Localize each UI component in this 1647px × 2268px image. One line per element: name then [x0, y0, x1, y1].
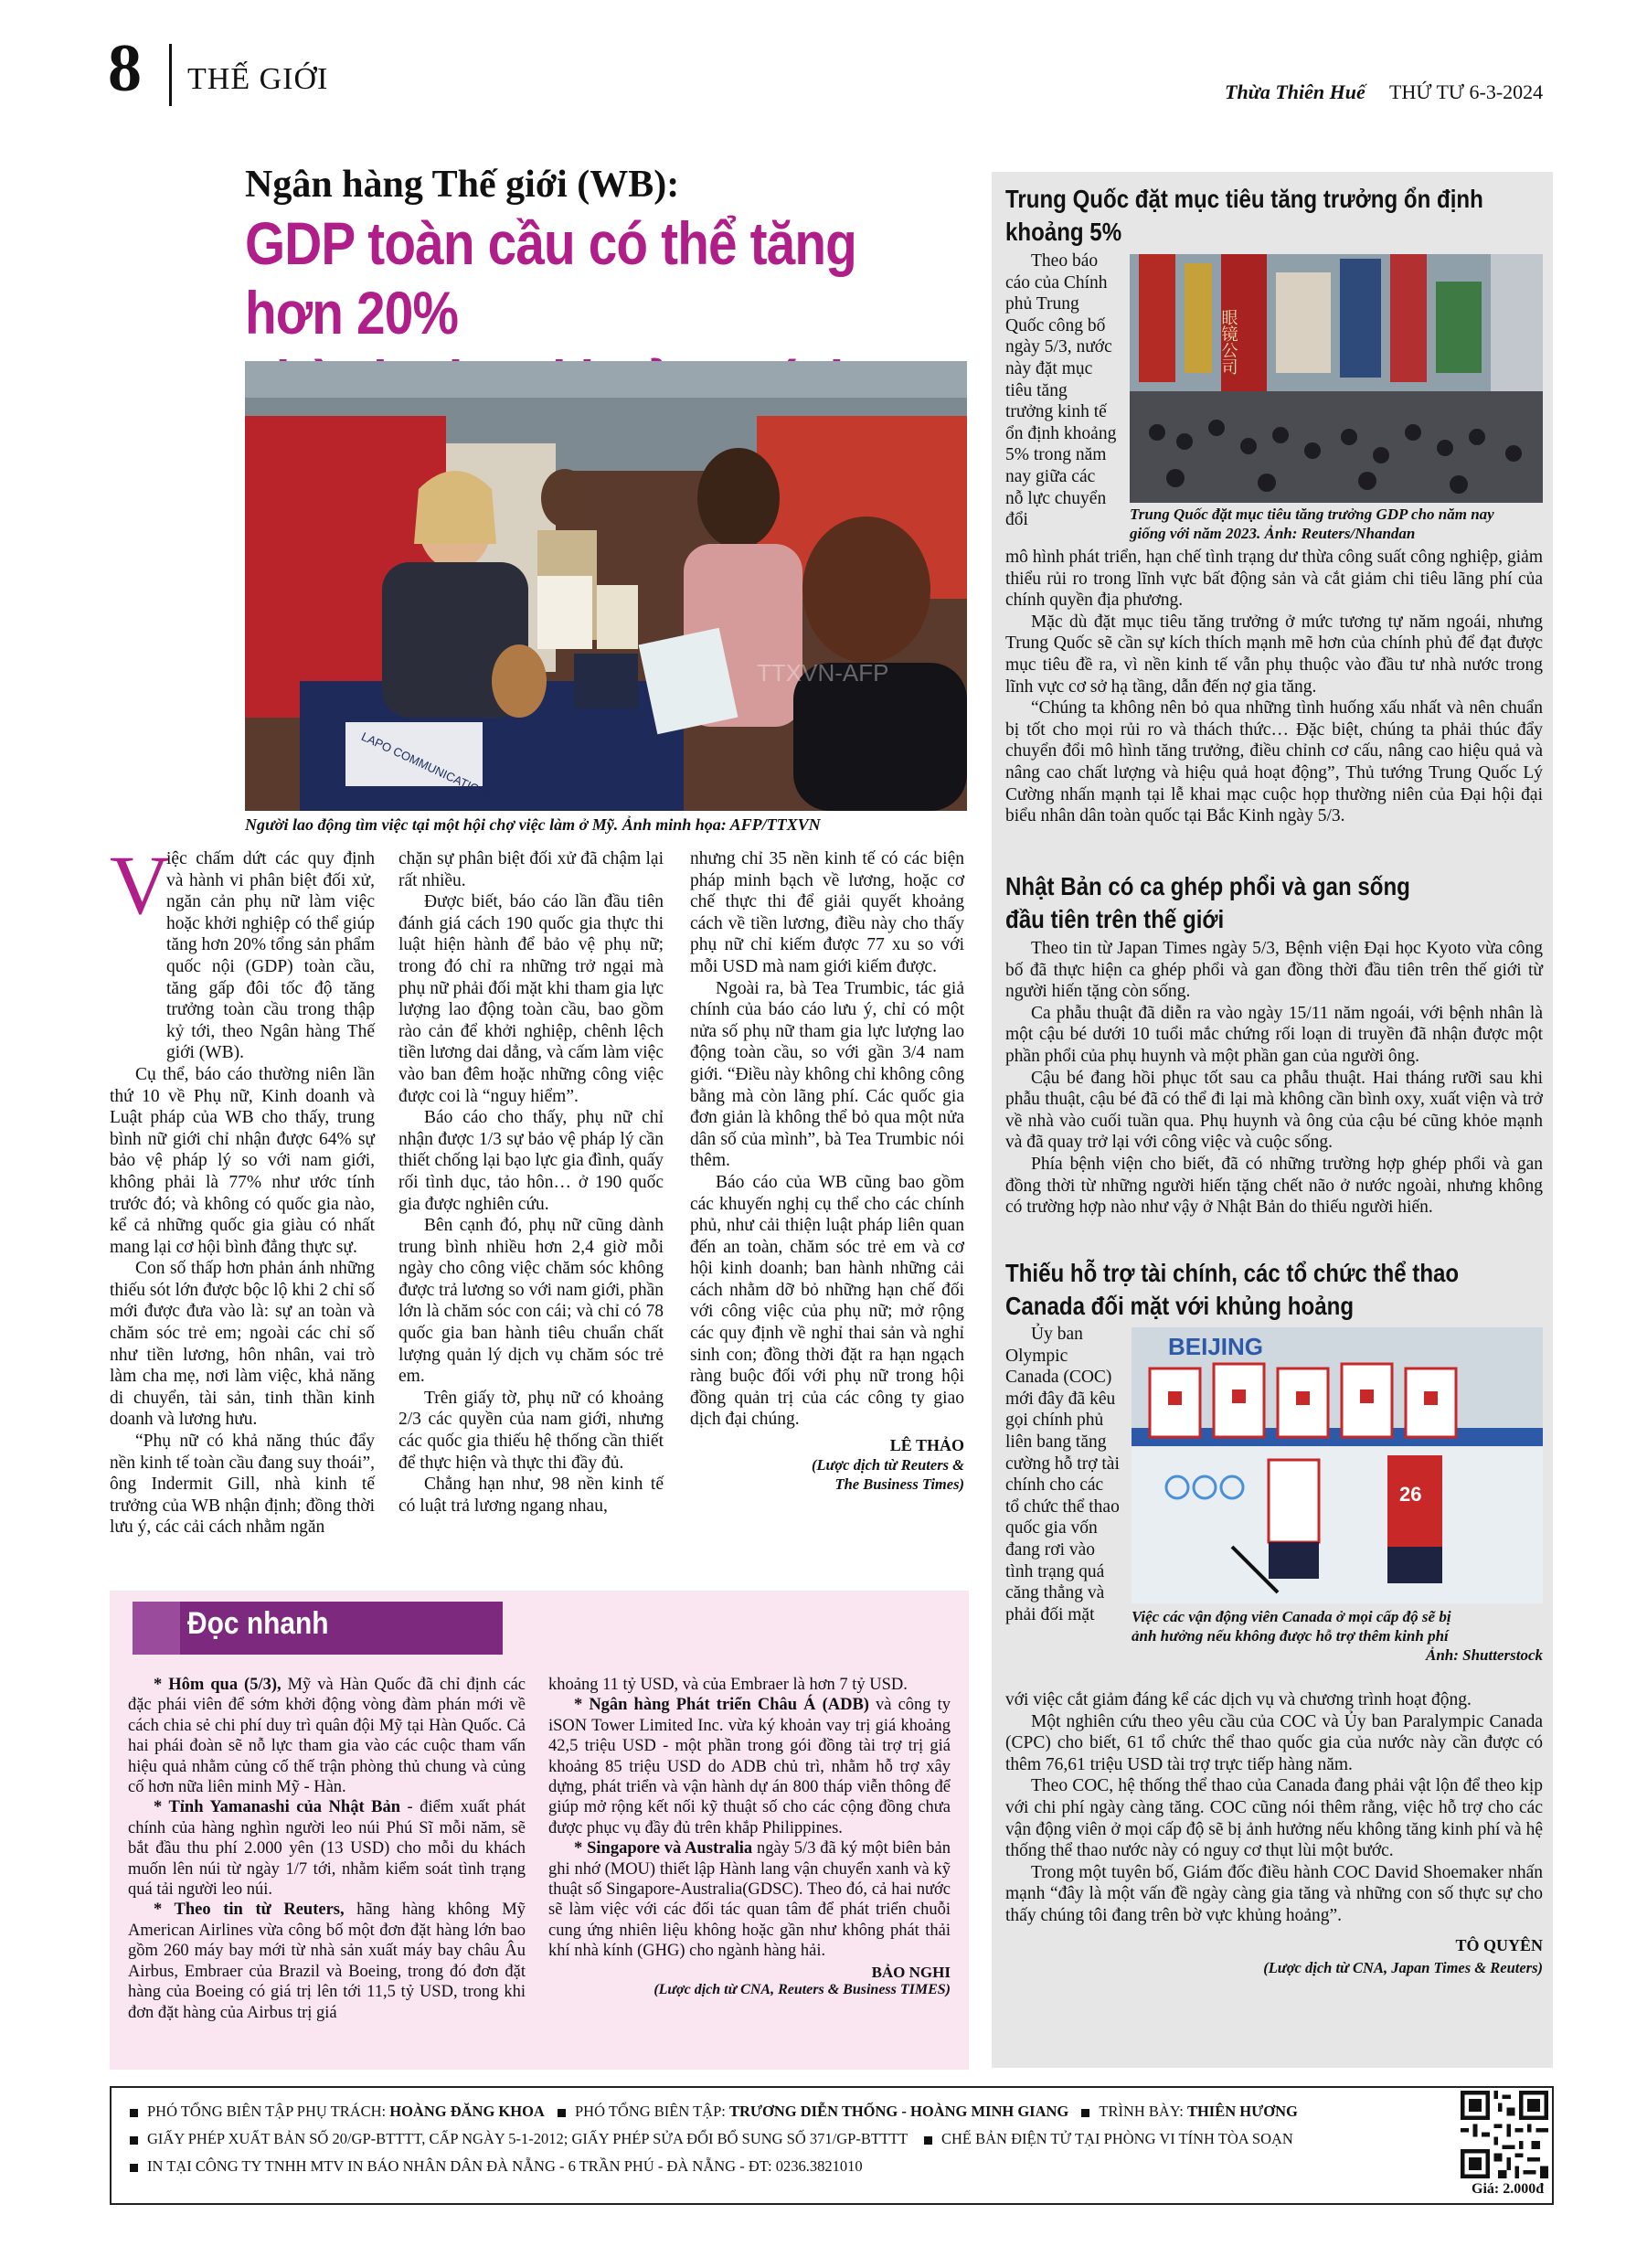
footer-staff-line	[130, 2103, 1298, 2121]
caption-line: giống với năm 2023. Ảnh: Reuters/Nhandan	[1130, 525, 1416, 542]
footer-value: HOÀNG ĐĂNG KHOA	[389, 2103, 545, 2120]
bullet-square-icon	[558, 2109, 566, 2117]
story-author: TÔ QUYÊN	[1455, 1935, 1543, 1954]
paragraph: Ủy ban Olympic Canada (COC) mới đây đã kêu gọi chính phủ liên bang tăng cường hỗ trợ tài chính cho các tổ chức thể thao quốc gia vốn đang rơi vào tình trạng quá căng thẳng và phải đối mặt	[1005, 1325, 1120, 1624]
photo-sign: LAPO COMMUNICATIONS	[359, 729, 497, 804]
canada-story-body	[1005, 1689, 1543, 1977]
caption-line: Trung Quốc đặt mục tiêu tăng trưởng GDP cho năm nay	[1130, 506, 1494, 523]
item-lead: * Singapore và Australia	[574, 1839, 753, 1858]
photo-sign: BEIJING	[1168, 1333, 1264, 1360]
news-item	[128, 1675, 526, 1797]
item-text: và công ty iSON Tower Limited Inc. vừa ký khoản vay trị giá khoảng 42,5 triệu USD - một phần trong gói đồng tài trợ trị giá khoảng 85 triệu USD do ADB chủ trì, nhằm hỗ trợ xây dựng, phát triển và vận hành dự án 800 tháp viễn thông để giúp mở rộng kết nối kỹ thuật số cho các cộng đồng chưa được phục vụ đầy đủ trên khắp Philippines.	[548, 1696, 951, 1837]
item-lead: * Theo tin từ Reuters,	[154, 1901, 345, 1920]
paragraph: Phía bệnh viện cho biết, đã có những trường hợp ghép phổi và gan đồng thời từ những người hiến tặng chết não ở nước ngoài, nhưng không có trường hợp nào như vậy ở Nhật Bản do thiếu người hiến.	[1005, 1154, 1543, 1218]
paragraph: Ca phẫu thuật đã diễn ra vào ngày 15/11 năm ngoái, với bệnh nhân là một cậu bé dưới 10 tuổi mắc chứng rối loạn di truyền đã nhận được một phần phổi của phụ huynh và một phần gan của người ông.	[1005, 1003, 1543, 1066]
footer-label: PHÓ TỔNG BIÊN TẬP PHỤ TRÁCH:	[147, 2103, 390, 2120]
issue-date: THỨ TƯ 6-3-2024	[1389, 80, 1544, 103]
paragraph: Báo cáo cho thấy, phụ nữ chỉ nhận được 1/3 sự bảo vệ pháp lý cần thiết chống lại bạo lực gia đình, quấy rối tình dục, tảo hôn… ở 190 quốc gia được nghiên cứu.	[398, 1108, 664, 1214]
paragraph: “Chúng ta không nên bỏ qua những tình huống xấu nhất và nên chuẩn bị tốt cho mọi rủi ro và thách thức… Đặc biệt, chúng ta phải thúc đẩy chuyển đổi mô hình tăng trưởng, điều chỉnh cơ cấu, nâng cao hiệu quả và nâng cao chất lượng và hiệu quả hoạt động”, Thủ tướng Trung Quốc Lý Cường nhấn mạnh tại lễ khai mạc cuộc họp thường niên của Đại hội đại biểu nhân dân toàn quốc tại Bắc Kinh ngày 5/3.	[1005, 698, 1543, 826]
photo-caption: Người lao động tìm việc tại một hội chợ việc làm ở Mỹ. Ảnh minh họa: AFP/TTXVN	[245, 815, 821, 834]
paragraph: Cậu bé đang hồi phục tốt sau ca phẫu thuật. Hai tháng rưỡi sau khi phẫu thuật, cậu bé đã có thể đi lại mà không cần bình oxy, xuất viện và trở về nhà vào cuối tuần qua. Phụ huynh và ông của cậu bé cũng khỏe mạnh và đã quay trở lại với công việc và cuộc sống.	[1005, 1068, 1543, 1153]
item-lead: * Hôm qua (5/3),	[154, 1676, 282, 1694]
footer-label: TRÌNH BÀY:	[1099, 2103, 1187, 2120]
photo-credit: Ảnh: Shutterstock	[1425, 1646, 1543, 1664]
china-story-intro	[1005, 250, 1117, 531]
footer-license-line	[130, 2130, 1293, 2148]
item-text: - điểm xuất phát chính của hàng nghìn người leo núi Phú Sĩ mỗi năm, sẽ bắt đầu thu phí 2.000 yên (13 USD) cho mỗi du khách muốn lên núi từ ngày 1/7 tới, nhằm kiểm soát tình trạng quá tải người leo núi.	[128, 1798, 526, 1900]
quick-read-tab-accent	[133, 1602, 180, 1655]
article-source: (Lược dịch từ Reuters &	[811, 1456, 964, 1475]
footer-text: IN TẠI CÔNG TY TNHH MTV IN BÁO NHÂN DÂN ĐÀ NẴNG - 6 TRẦN PHÚ - ĐÀ NẴNG - ĐT: 0236.3821010	[147, 2157, 863, 2175]
paragraph: Theo COC, hệ thống thể thao của Canada đang phải vật lộn để theo kịp với chi phí ngày càng tăng. COC cũng nói thêm rằng, việc hỗ trợ cho các vận động viên ở mọi cấp độ sẽ bị ảnh hưởng nếu không tăng kinh phí và hệ thống thể thao nước này có nguy cơ thụt lùi một bước.	[1005, 1776, 1543, 1861]
article-column-3	[690, 848, 964, 1494]
price-label: Giá: 2.000đ	[1472, 2181, 1545, 2197]
title-line: Thiếu hỗ trợ tài chính, các tổ chức thể thao	[1005, 1259, 1460, 1287]
paragraph: Con số thấp hơn phản ánh những thiếu sót lớn được bộc lộ khi 2 chỉ số mới được đưa vào là: sự an toàn và chăm sóc trẻ em; ngoài các chỉ số như tiền lương, hôn nhân, vai trò làm cha mẹ, nơi làm việc, khả năng di chuyển, tài sản, tinh thần kinh doanh và lương hưu.	[110, 1259, 375, 1430]
china-street-photo	[1130, 254, 1543, 503]
quick-read-column-2	[548, 1675, 951, 1998]
footer-text: GIẤY PHÉP XUẤT BẢN SỐ 20/GP-BTTTT, CẤP NGÀY 5-1-2012; GIẤY PHÉP SỬA ĐỔI BỔ SUNG SỐ 371/GP-BTTTT	[147, 2130, 908, 2147]
paragraph: Trong một tuyên bố, Giám đốc điều hành COC David Shoemaker nhấn mạnh “đây là một vấn đề ngày càng gia tăng và những con số thực sự cho thấy chúng tôi đang trên bờ vực khủng hoảng”.	[1005, 1862, 1543, 1925]
article-column-2	[398, 848, 664, 1517]
headline-line: GDP toàn cầu có thể tăng hơn 20%	[245, 209, 856, 346]
china-photo-caption	[1130, 505, 1550, 543]
article-column-1	[110, 848, 375, 1539]
newspaper-name: Thừa Thiên Huế	[1225, 80, 1365, 103]
news-item	[128, 1900, 526, 2022]
footer-text: CHẾ BẢN ĐIỆN TỬ TẠI PHÒNG VI TÍNH TÒA SOẠN	[941, 2130, 1293, 2147]
paragraph: chặn sự phân biệt đối xử đã chậm lại rất nhiều.	[398, 849, 664, 890]
story-source: (Lược dịch từ CNA, Japan Times & Reuters)	[1263, 1958, 1543, 1976]
job-fair-photo	[245, 361, 967, 811]
paragraph: Cụ thể, báo cáo thường niên lần thứ 10 về Phụ nữ, Kinh doanh và Luật pháp của WB cho thấy, trung bình nữ giới chỉ nhận được 64% sự bảo vệ pháp lý so với nam giới, không phải là 77% như ước tính trước đó; và không có quốc gia nào, kể cả những quốc gia giàu có nhất mang lại cơ hội bình đẳng thực sự.	[110, 1064, 375, 1257]
canada-story-intro	[1005, 1324, 1120, 1625]
paragraph: Bên cạnh đó, phụ nữ cũng dành trung bình nhiều hơn 2,4 giờ mỗi ngày cho công việc chăm sóc không được trả lương so với nam giới, phần lớn là chăm sóc con cái; và chỉ có 78 quốc gia ban hành tiêu chuẩn chất lượng quản lý dịch vụ chăm sóc trẻ em.	[398, 1216, 664, 1387]
paragraph: “Phụ nữ có khả năng thúc đẩy nền kinh tế toàn cầu đang suy thoái”, ông Indermit Gill, nhà kinh tế trưởng của WB nhận định; đồng thời lưu ý, các cải cách nhằm ngăn	[110, 1432, 375, 1538]
bullet-square-icon	[924, 2136, 932, 2145]
paragraph: Được biết, báo cáo lần đầu tiên đánh giá cách 190 quốc gia thực thi luật hiện hành để bảo vệ phụ nữ; trong đó chỉ ra những trở ngại mà phụ nữ phải đối mặt khi tham gia lực lượng lao động toàn cầu, bao gồm rào cản để khởi nghiệp, chênh lệch tiền lương dai dẳng, và cấm làm việc vào ban đêm hoặc những công việc được coi là “nguy hiểm”.	[398, 892, 664, 1106]
paragraph: Mặc dù đặt mục tiêu tăng trưởng ở mức tương tự năm ngoái, nhưng Trung Quốc sẽ cần sự kích thích mạnh mẽ hơn của chính phủ để đạt được mục tiêu đề ra, vì nền kinh tế vẫn phụ thuộc vào đầu tư nhà nước trong lĩnh vực cơ sở hạ tầng, dẫn đến nợ gia tăng.	[1005, 612, 1543, 697]
paragraph: Theo báo cáo của Chính phủ Trung Quốc công bố ngày 5/3, nước này đặt mục tiêu tăng trưởng kinh tế ổn định khoảng 5% trong năm nay giữa các nỗ lực chuyển đổi	[1005, 251, 1117, 530]
paragraph: Theo tin từ Japan Times ngày 5/3, Bệnh viện Đại học Kyoto vừa công bố đã thực hiện ca ghép phổi và gan đồng thời đầu tiên trên thế giới từ người hiến tặng còn sống.	[1005, 939, 1543, 1002]
title-line: Trung Quốc đặt mục tiêu tăng trưởng ổn định	[1005, 185, 1483, 213]
article-author: LÊ THẢO	[889, 1436, 964, 1455]
item-text: Mỹ và Hàn Quốc đã chỉ định các đặc phái viên để sớm khởi động vòng đàm phán mới về cách chia sẻ chi phí duy trì quân đội Mỹ tại Hàn Quốc. Cả hai phái đoàn sẽ nỗ lực tham gia vào các cuộc tham vấn hiệu quả nhằm củng cố thế trận phòng thủ chung và củng cố hơn nữa liên minh Mỹ - Hàn.	[128, 1676, 526, 1797]
news-item	[548, 1695, 951, 1838]
bullet-square-icon	[1081, 2109, 1089, 2117]
title-line: Canada đối mặt với khủng hoảng	[1005, 1292, 1355, 1320]
china-story-title	[1005, 183, 1483, 249]
paragraph: với việc cắt giảm đáng kể các dịch vụ và chương trình hoạt động.	[1005, 1690, 1472, 1709]
title-line: Nhật Bản có ca ghép phổi và gan sống	[1005, 872, 1410, 900]
canada-hockey-photo	[1132, 1327, 1543, 1603]
bullet-square-icon	[130, 2136, 138, 2145]
section-name: THẾ GIỚI	[187, 62, 329, 96]
paragraph: Một nghiên cứu theo yêu cầu của COC và Ủy ban Paralympic Canada (CPC) cho biết, 61 tổ chức thể thao quốc gia của nước này cần được có thêm 76,61 triệu USD tài trợ trực tiếp hàng năm.	[1005, 1711, 1543, 1774]
bullet-square-icon	[130, 2109, 138, 2117]
article-source: The Business Times)	[834, 1475, 964, 1494]
paragraph: mô hình phát triển, hạn chế tình trạng dư thừa công suất công nghiệp, giảm thiểu rủi ro trong lĩnh vực bất động sản và cắt giảm chi tiêu lãng phí của chính quyền địa phương.	[1005, 548, 1543, 611]
article-kicker: Ngân hàng Thế giới (WB):	[245, 164, 680, 206]
title-line: đầu tiên trên thế giới	[1005, 905, 1225, 933]
canada-photo-caption	[1132, 1607, 1543, 1665]
page-number: 8	[108, 31, 142, 106]
footer-value: THIÊN HƯƠNG	[1186, 2103, 1298, 2120]
qr-code-icon[interactable]	[1461, 2091, 1548, 2178]
japan-story-title	[1005, 870, 1410, 936]
footer-value: TRƯƠNG DIỄN THỐNG - HOÀNG MINH GIANG	[728, 2103, 1069, 2120]
paragraph: nhưng chỉ 35 nền kinh tế có các biện pháp minh bạch về lương, hoặc cơ chế thực thi để giải quyết khoảng cách về tiền lương, điều này cho thấy phụ nữ chỉ kiếm được 77 xu so với mỗi USD mà nam giới kiếm được.	[690, 849, 964, 976]
bullet-square-icon	[130, 2164, 138, 2172]
item-text: hãng hàng không Mỹ American Airlines vừa công bố một đơn đặt hàng lớn bao gồm 260 máy bay mới từ nhà sản xuất máy bay châu Âu Airbus, Embraer của Brazil và Boeing, trong đó đơn đặt hàng của Boeing có giá trị lên tới 11,5 tỷ USD, trong khi đơn đặt hàng của Airbus trị giá	[128, 1901, 526, 2022]
footer-printer-line	[130, 2157, 863, 2176]
item-text: khoảng 11 tỷ USD, và của Embraer là hơn 7 tỷ USD.	[548, 1676, 908, 1694]
item-lead: * Tỉnh Yamanashi của Nhật Bản	[154, 1798, 401, 1817]
item-lead: * Ngân hàng Phát triển Châu Á (ADB)	[574, 1696, 869, 1715]
photo-sign: 眼镜公司	[1218, 309, 1238, 375]
china-story-body	[1005, 547, 1543, 827]
quick-read-author: BẢO NGHI	[871, 1963, 951, 1981]
japan-story-body	[1005, 938, 1543, 1219]
quick-read-title: Đọc nhanh	[187, 1606, 329, 1641]
drop-cap: V	[110, 838, 171, 932]
paragraph: Ngoài ra, bà Tea Trumbic, tác giả chính của báo cáo lưu ý, chỉ có một nửa số phụ nữ tham gia lực lượng lao động toàn cầu, so với gần 3/4 nam giới. “Điều này không chỉ không công bằng mà còn lãng phí. Các quốc gia đơn giản là không thể bỏ qua một nửa dân số của mình”, bà Tea Trumbic nói thêm.	[690, 978, 964, 1171]
news-item	[548, 1675, 951, 1695]
quick-read-source: (Lược dịch từ CNA, Reuters & Business TIMES)	[653, 1981, 951, 1997]
jersey-number: 26	[1399, 1483, 1422, 1506]
paragraph: Chẳng hạn như, 98 nền kinh tế có luật trả lương ngang nhau,	[398, 1475, 664, 1516]
paragraph: Báo cáo của WB cũng bao gồm các khuyến nghị cụ thể cho các chính phủ, như cải thiện luật pháp liên quan đến an toàn, chăm sóc trẻ em và cơ hội kinh doanh; ban hành những cải cách nhằm dỡ bỏ những hạn chế đối với công việc của phụ nữ; mở rộng các quy định về nghỉ thai sản và nghỉ sinh con; đồng thời đặt ra hạn ngạch ràng buộc đối với phụ nữ trong hội đồng quản trị của các công ty giao dịch đại chúng.	[690, 1172, 964, 1430]
caption-line: ảnh hưởng nếu không được hỗ trợ thêm kinh phí	[1132, 1627, 1449, 1645]
item-text: ngày 5/3 đã ký một biên bản ghi nhớ (MOU) thiết lập Hành lang vận chuyển xanh và kỹ thuật số Singapore-Australia(GDSC). Theo đó, cả hai nước sẽ làm việc với các đối tác quan tâm để phát triển chuỗi cung ứng nhiên liệu không hoặc gần như không phát thải khí nhà kính (GHG) cho ngành hàng hải.	[548, 1839, 951, 1961]
paragraph: iệc chấm dứt các quy định và hành vi phân biệt đối xử, ngăn cản phụ nữ làm việc hoặc khởi nghiệp có thể giúp tăng hơn 20% tổng sản phẩm quốc nội (GDP) toàn cầu, tăng gấp đôi tốc độ tăng trưởng toàn cầu trong thập kỷ tới, theo Ngân hàng Thế giới (WB).	[166, 849, 375, 1063]
news-item	[128, 1797, 526, 1900]
caption-line: Việc các vận động viên Canada ở mọi cấp độ sẽ bị	[1132, 1608, 1451, 1625]
footer-label: PHÓ TỔNG BIÊN TẬP:	[574, 2103, 729, 2120]
paragraph: Trên giấy tờ, phụ nữ có khoảng 2/3 các quyền của nam giới, nhưng các quốc gia thiếu hệ thống cần thiết để thực hiện và thực thi đầy đủ.	[398, 1388, 664, 1473]
news-item	[548, 1838, 951, 1961]
canada-story-title	[1005, 1257, 1459, 1323]
header-divider	[169, 44, 172, 106]
title-line: khoảng 5%	[1005, 218, 1122, 246]
photo-watermark: TTXVN-AFP	[757, 659, 889, 687]
quick-read-column-1	[128, 1675, 526, 2023]
